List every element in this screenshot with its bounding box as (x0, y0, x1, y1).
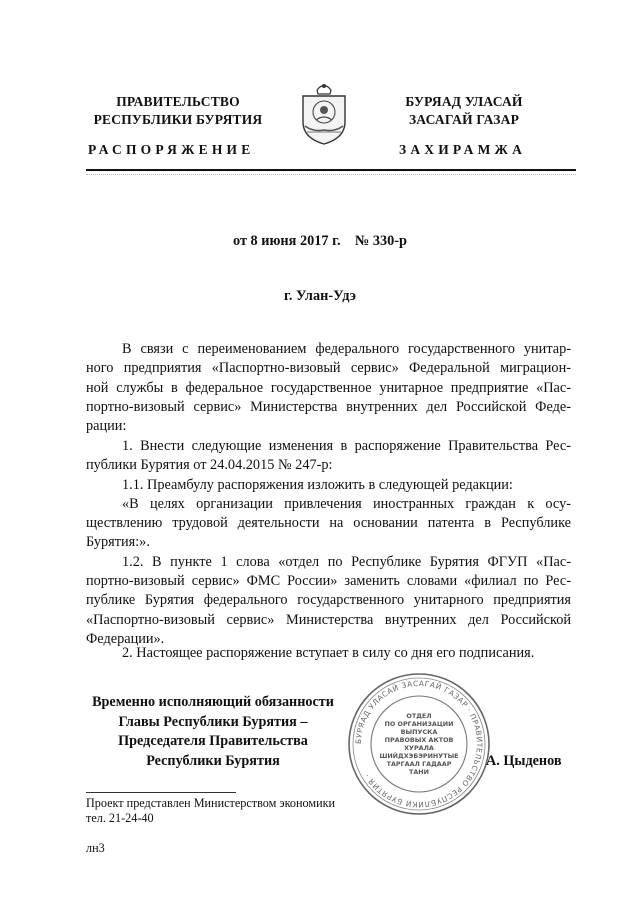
doctype-left: РАСПОРЯЖЕНИЕ (88, 142, 255, 157)
header-left-line1: ПРАВИТЕЛЬСТВО (116, 94, 240, 109)
signatory-position (78, 693, 348, 771)
date-and-number: от 8 июня 2017 г. № 330-р (232, 233, 407, 249)
svg-text:ПРАВОВЫХ АКТОВ: ПРАВОВЫХ АКТОВ (384, 736, 454, 744)
position-line: Временно исполняющий обязанности (92, 694, 334, 710)
text-line: 1. Внести следующие изменения в распоряжение Правительства Рес- (122, 438, 571, 454)
official-stamp (345, 670, 493, 818)
svg-text:ШИЙДХЭБЭРИНУТЫЕ: ШИЙДХЭБЭРИНУТЫЕ (379, 752, 459, 760)
text-line: публике Бурятия федерального государственного унитарного предприятия (86, 592, 571, 609)
svg-text:ОТДЕЛ: ОТДЕЛ (406, 712, 432, 720)
header-right-org (374, 93, 554, 129)
header-left-org (88, 93, 268, 129)
doctype-right: ЗАХИРАМЖА (399, 142, 527, 157)
footer-divider (86, 792, 236, 793)
text-line: портно-визовый сервис» Министерства внутренних дел Российской Феде- (86, 398, 571, 415)
text-line: «Паспортно-визовый сервис» Министерства внутренних дел Российской (86, 611, 571, 628)
text-line: ной службы в федеральное государственное унитарное предприятие «Пас- (86, 379, 571, 396)
footer-code: лн3 (86, 841, 105, 855)
position-line: Главы Республики Бурятия – (118, 713, 308, 730)
svg-text:БУРЯАД УЛАСАЙ ЗАСАГАЙ ГАЗАР ·: БУРЯАД УЛАСАЙ ЗАСАГАЙ ГАЗАР · ПРАВИТЕЛЬСТВО РЕСПУБЛИКИ БУРЯТИЯ · (353, 678, 485, 810)
header-dotted-divider (86, 174, 576, 175)
position-line: Республики Бурятия (146, 752, 280, 769)
header-right-line1: БУРЯАД УЛАСАЙ (405, 94, 523, 109)
item1-block (86, 437, 571, 649)
text-line: рации: (86, 418, 127, 435)
footer-phone: тел. 21-24-40 (86, 811, 154, 825)
position-line: Председателя Правительства (118, 733, 308, 749)
text-line: Федерации». (86, 630, 165, 647)
text-line: В связи с переименованием федерального государственного унитар- (122, 341, 571, 357)
svg-text:ТАНИ: ТАНИ (408, 768, 430, 776)
text-line: 1.1. Преамбулу распоряжения изложить в следующей редакции: (122, 476, 513, 493)
header-right-line2: ЗАСАГАЙ ГАЗАР (408, 112, 520, 127)
text-line: портно-визовый сервис» ФМС России» заменить словами «филиал по Рес- (86, 573, 571, 590)
svg-text:ТАРГААЛ ГАДААР: ТАРГААЛ ГАДААР (386, 760, 452, 768)
svg-text:ВЫПУСКА: ВЫПУСКА (400, 728, 438, 736)
svg-text:ПО ОРГАНИЗАЦИИ: ПО ОРГАНИЗАЦИИ (384, 720, 454, 728)
text-line: Бурятия:». (86, 534, 150, 551)
text-line: «В целях организации привлечения иностранных граждан к осу- (122, 495, 571, 512)
text-line: ществлению трудовой деятельности на основании патента в Республике (86, 515, 571, 532)
coat-of-arms-icon (297, 80, 351, 148)
preamble-paragraph (86, 340, 571, 436)
footer-prepared-by: Проект представлен Министерством экономики (86, 796, 336, 810)
text-line: ного предприятия «Паспортно-визовый сервис» Федеральной миграцион- (86, 360, 571, 377)
text-line: 1.2. В пункте 1 слова «отдел по Республике Бурятия ФГУП «Пас- (122, 553, 571, 570)
svg-text:ХУРАЛА: ХУРАЛА (404, 744, 434, 752)
item2-paragraph (86, 644, 571, 663)
text-line: 2. Настоящее распоряжение вступает в силу со дня его подписания. (122, 645, 535, 661)
header-left-line2: РЕСПУБЛИКИ БУРЯТИЯ (93, 112, 263, 127)
header-divider (86, 169, 576, 171)
signatory-name: А. Цыденов (486, 753, 562, 769)
city: г. Улан-Удэ (284, 288, 356, 304)
text-line: публики Бурятия от 24.04.2015 № 247-р: (86, 457, 333, 474)
